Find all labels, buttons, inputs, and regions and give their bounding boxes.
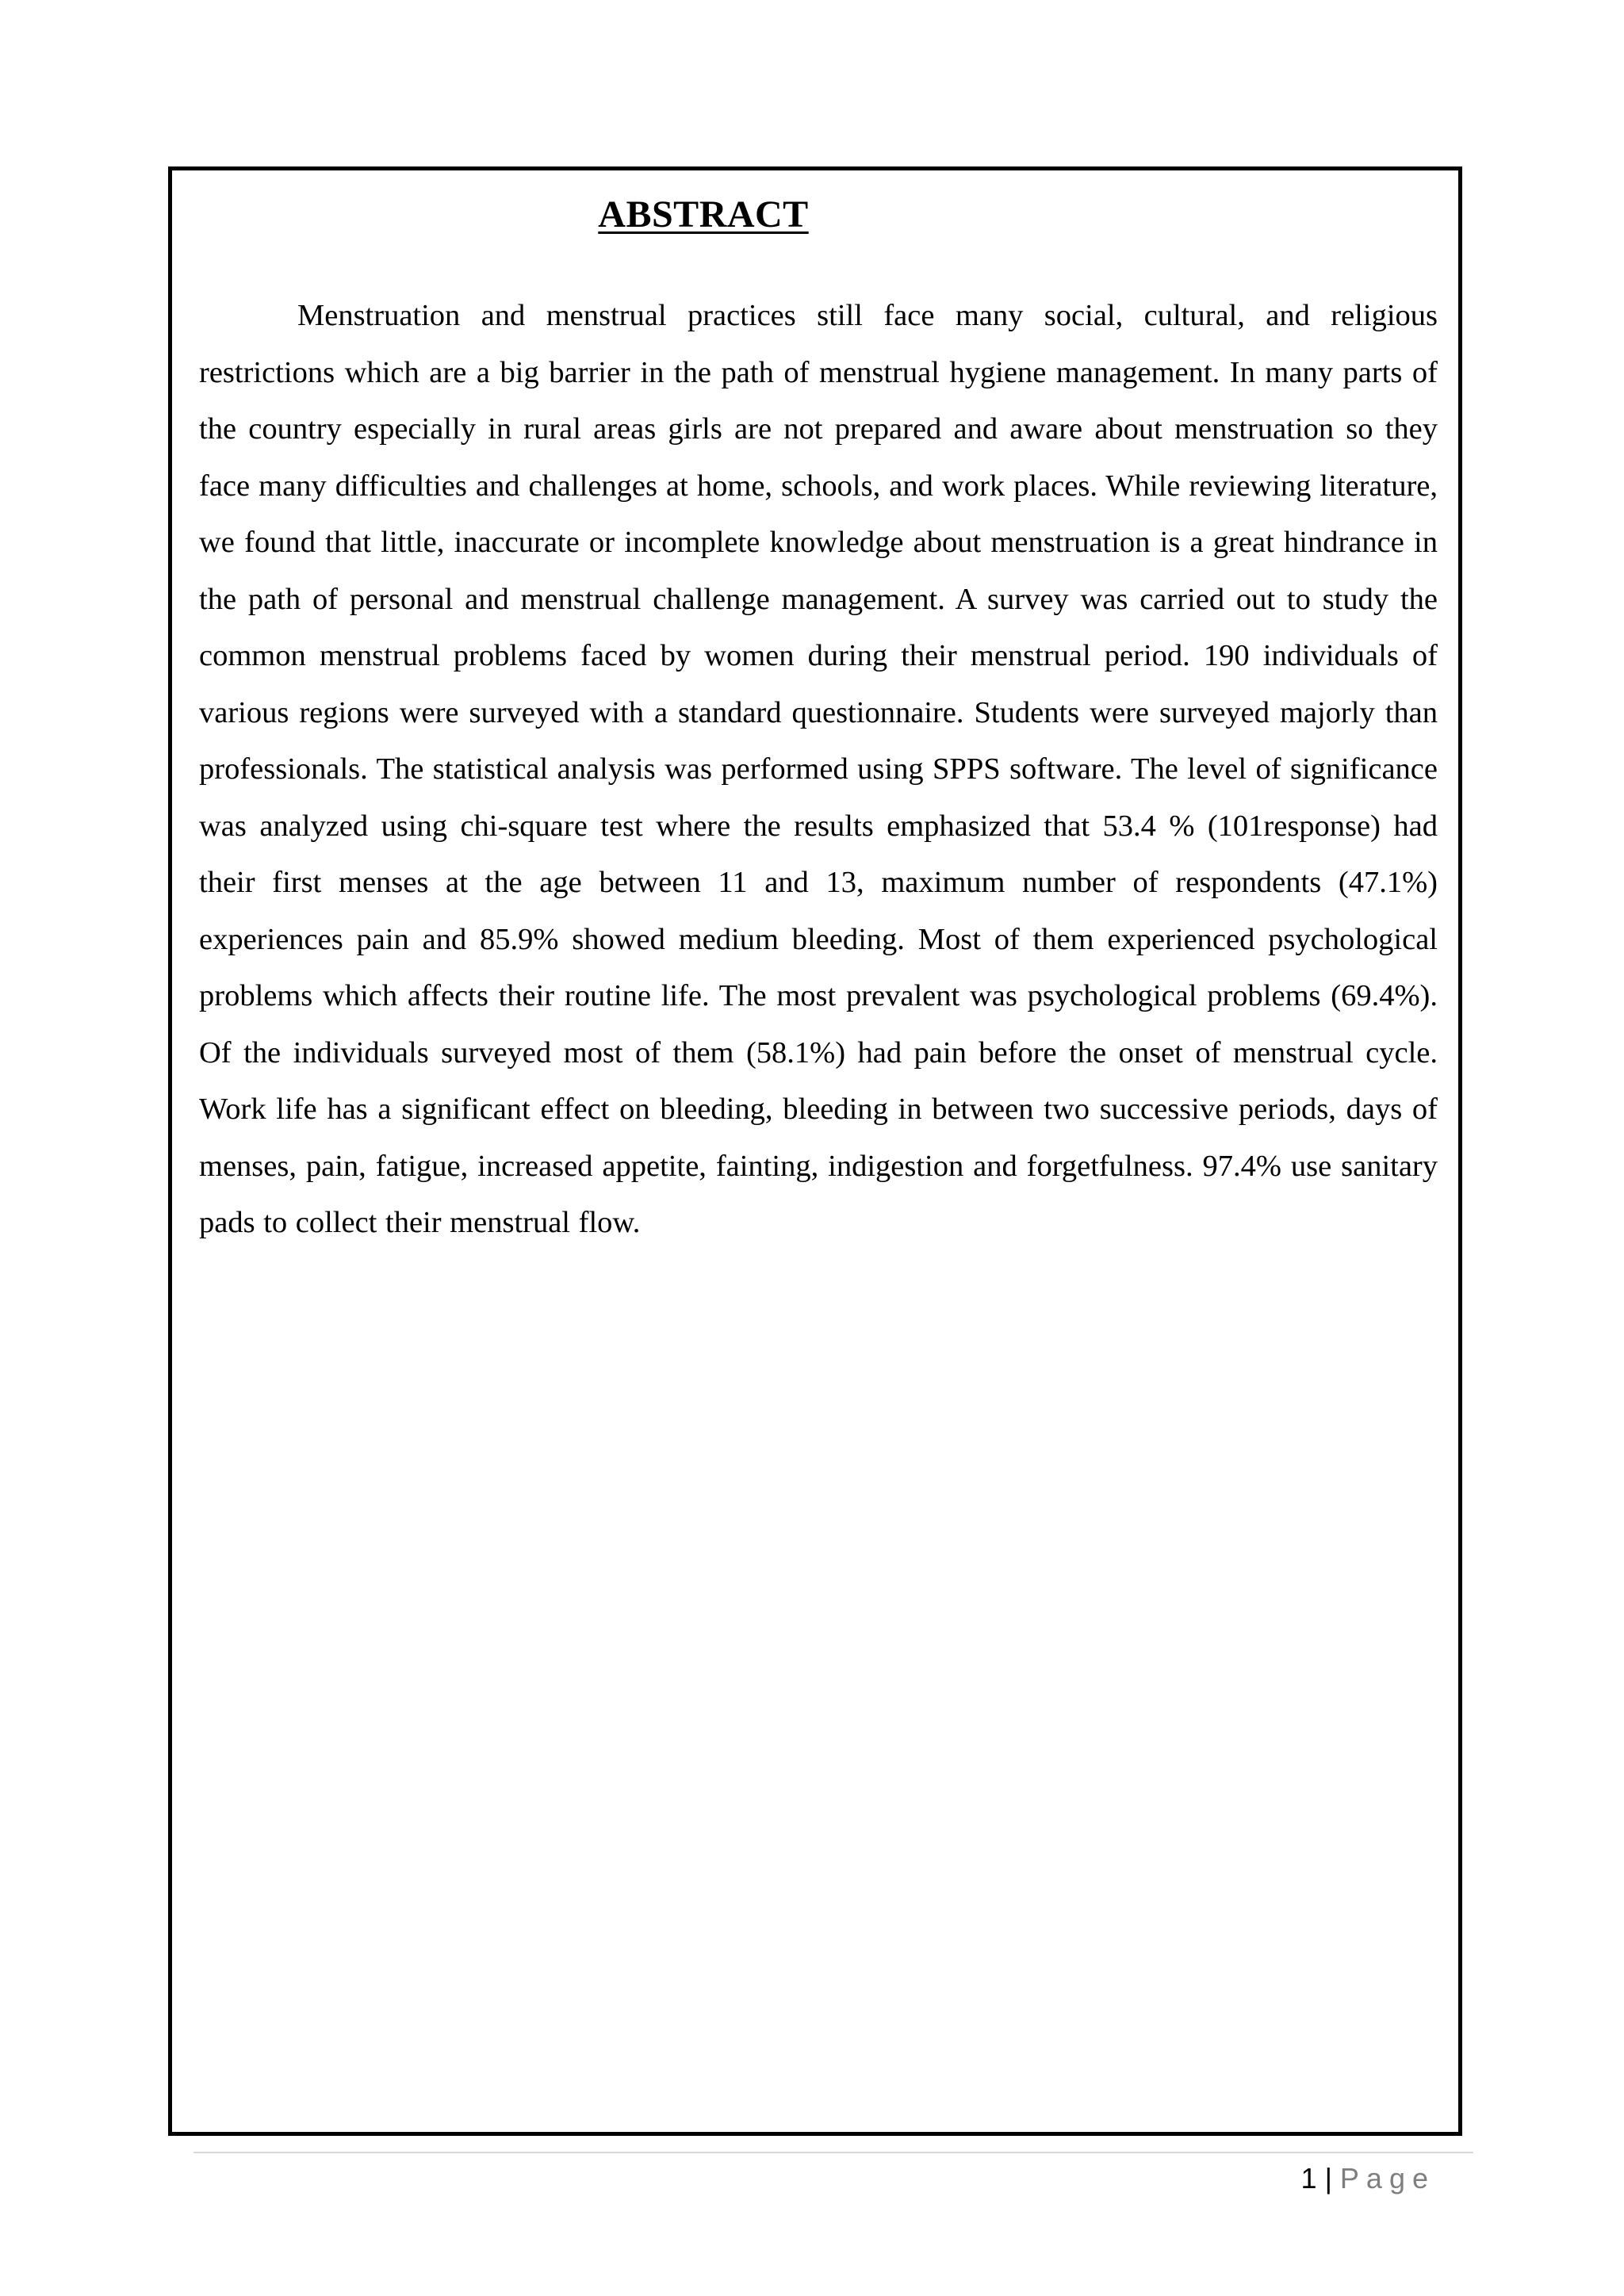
footer-separator: | xyxy=(1324,2162,1332,2195)
abstract-title: ABSTRACT xyxy=(598,193,809,235)
page-label: Page xyxy=(1339,2162,1435,2195)
abstract-body: Menstruation and menstrual practices still face many social, cultural, and religious restrictions which are a big barrier in the path of menstrual hygiene management. In many parts of the country especially in rural areas girls are not prepared and aware about menstruation so they face many difficulties and challenges at home, schools, and work places. While reviewing literature, we found that little, inaccurate or incomplete knowledge about menstruation is a great hindrance in the path of personal and menstrual challenge management. A survey was carried out to study the common menstrual problems faced by women during their menstrual period. 190 individuals of various regions were surveyed with a standard questionnaire. Students were surveyed majorly than professionals. The statistical analysis was performed using SPPS software. The level of significance was analyzed using chi-square test where the results emphasized that 53.4 % (101response) had their first menses at the age between 11 and 13, maximum number of respondents (47.1%) experiences pain and 85.9% showed medium bleeding. Most of them experienced psychological problems which affects their routine life. The most prevalent was psychological problems (69.4%). Of the individuals surveyed most of them (58.1%) had pain before the onset of menstrual cycle. Work life has a significant effect on bleeding, bleeding in between two successive periods, days of menses, pain, fatigue, increased appetite, fainting, indigestion and forgetfulness. 97.4% use sanitary pads to collect their menstrual flow. xyxy=(199,299,1438,1239)
footer-divider xyxy=(193,2152,1473,2153)
page-footer xyxy=(1301,2161,1435,2196)
page-number: 1 xyxy=(1300,2162,1317,2195)
page-border xyxy=(168,166,1462,2136)
